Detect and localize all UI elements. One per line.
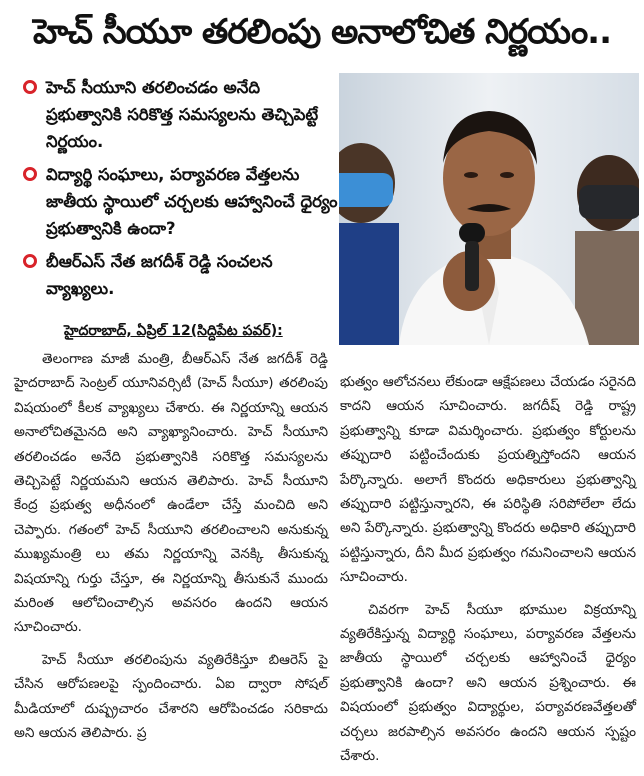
article-paragraph: భుత్వం ఆలోచనలు లేకుండా ఆక్షేపణలు చేయడం సరైనది కాదని ఆయన సూచించారు. జగదీష్ రెడ్డి రాష్ట్ర ప్రభుత్వాన్ని కూడా విమర్శించారు. ప్రభుత్వం కోర్టులను తప్పుదారి పట్టించేందుకు ప్రయత్నిస్తోందని ఆయన పేర్కొన్నారు. అలాగే కొందరు అధికారులు ప్రభుత్వాన్ని తప్పుదారి పట్టిస్తున్నారని, ఈ పరిస్థితి సరిపోలేలా లేదు అని పేర్కొన్నారు. ప్రభుత్వాన్ని కొందరు అధికారి తప్పుదారి పట్టిస్తున్నారు, దీని మీద ప్రభుత్వం గమనించాలని ఆయన సూచించారు. xyxy=(340,374,636,586)
highlight-text: బీఆర్ఎస్ నేత జగదీశ్ రెడ్డి సంచలన వ్యాఖ్యలు. xyxy=(46,252,273,298)
article-paragraph: హెచ్ సీయూ తరలింపును వ్యతిరేకిస్తూ బిఆరెస్ పై చేసిన ఆరోపణలపై స్పందించారు. ఏఐ ద్వారా సోషల్ మీడియాలో దుష్ప్రచారం చేశారని ఆరోపించడం సరికాదు అని ఆయన తెలిపారు. ప్ర xyxy=(14,651,328,742)
highlights-list xyxy=(20,74,338,308)
article-column-right xyxy=(340,370,636,776)
dateline: హైదరాబాద్, ఏప్రిల్ 12(సిద్దిపేట పవర్): xyxy=(64,323,283,339)
speaker-photo-illustration xyxy=(339,73,639,345)
highlight-item xyxy=(20,248,338,302)
article-column-left xyxy=(14,347,328,754)
article-paragraph: తెలంగాణ మాజీ మంత్రి, బీఆర్ఎస్ నేత జగదీశ్ రెడ్డి హైదరాబాద్ సెంట్రల్ యూనివర్సిటీ (హెచ్ సీయూ) తరలింపు విషయంలో కీలక వ్యాఖ్యలు చేశారు. ఈ నిర్ణయాన్ని ఆయన అనాలోచితమైనది అని వ్యాఖ్యానించారు. హెచ్ సీయూని తరలించడం అనేది ప్రభుత్వానికి సరికొత్త సమస్యలను తెచ్చిపెట్టే నిర్ణయమని ఆయన తెలిపారు. హెచ్ సీయూని కేంద్ర ప్రభుత్వ అధీనంలో ఉండేలా చేస్తే మంచిది అని చెప్పారు. గతంలో హెచ్ సీయూని తరలించాలని అనుకున్న ముఖ్యమంత్రి లు తమ నిర్ణయాన్ని వెనక్కి తీసుకున్న విషయాన్ని గుర్తు చేస్తూ, ఈ నిర్ణయాన్ని తీసుకునే ముందు మరింత ఆలోచించాల్సిన అవసరం ఉందని ఆయన సూచించారు. xyxy=(14,351,328,636)
article-paragraph: చివరగా హెచ్ సీయూ భూముల విక్రయాన్ని వ్యతిరేకిస్తున్న విద్యార్థి సంఘాలు, పర్యావరణ వేత్తలను జాతీయ స్థాయిలో చర్చలకు ఆహ్వానించే ధైర్యం ప్రభుత్వానికి ఉందా? అని ఆయన ప్రశ్నించారు. ఈ విషయంలో ప్రభుత్వం విద్యార్థుల, పర్యావరణవేత్తలతో చర్చలు జరపాల్సిన అవసరం ఉందని ఆయన స్పష్టం చేశారు. xyxy=(340,601,636,765)
highlight-text: విద్యార్థి సంఘాలు, పర్యావరణ వేత్తలను జాతీయ స్థాయిలో చర్చలకు ఆహ్వానించే ధైర్యం ప్రభుత్వానికి ఉందా? xyxy=(46,165,338,238)
highlight-item xyxy=(20,74,338,155)
circle-bullet-icon xyxy=(23,167,37,181)
circle-bullet-icon xyxy=(23,80,37,94)
headline: హెచ్ సీయూ తరలింపు అనాలోచిత నిర్ణయం.. xyxy=(32,12,612,52)
news-photo xyxy=(339,73,639,345)
circle-bullet-icon xyxy=(23,254,37,268)
highlight-item xyxy=(20,161,338,242)
highlight-text: హెచ్ సీయూని తరలించడం అనేది ప్రభుత్వానికి సరికొత్త సమస్యలను తెచ్చిపెట్టే నిర్ణయం. xyxy=(46,78,319,151)
